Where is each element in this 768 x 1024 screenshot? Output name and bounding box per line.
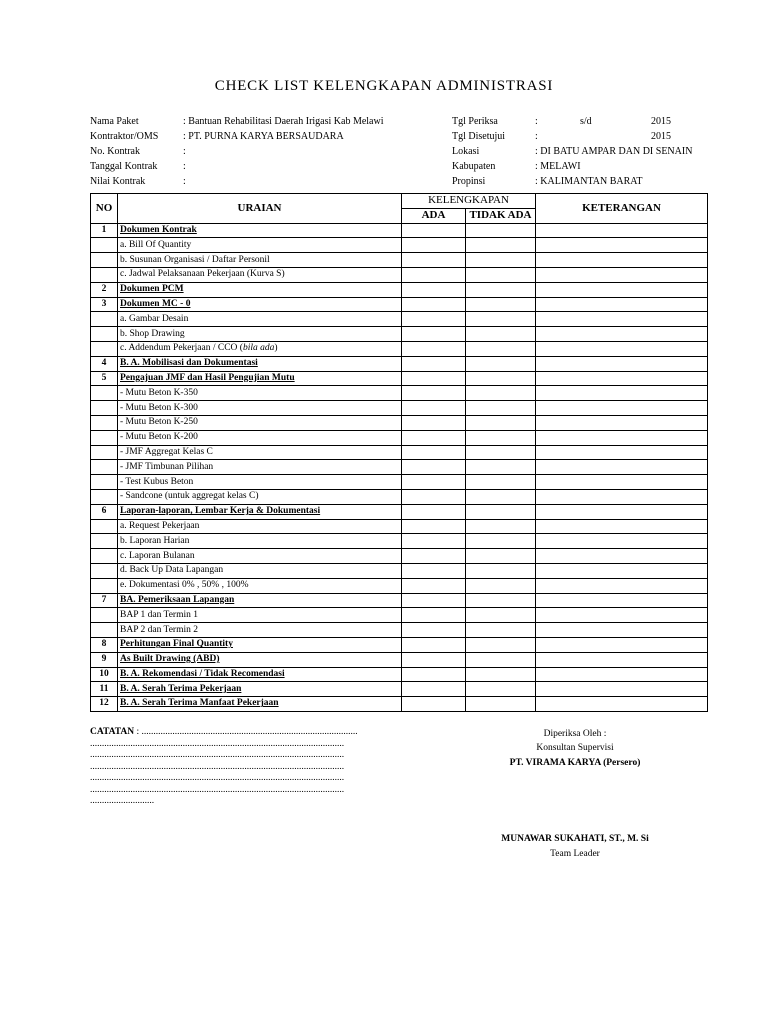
signature-role: Team Leader [550,849,600,859]
row-number [91,460,118,475]
row-ada-cell[interactable] [402,386,466,401]
table-row [91,356,708,371]
row-tidak-ada-cell[interactable] [466,253,536,268]
row-tidak-ada-cell[interactable] [466,297,536,312]
row-keterangan-cell[interactable] [536,667,708,682]
row-ada-cell[interactable] [402,327,466,342]
row-tidak-ada-cell[interactable] [466,445,536,460]
header-kelengkapan: KELENGKAPAN [402,194,536,209]
row-ada-cell[interactable] [402,356,466,371]
row-number: 10 [91,667,118,682]
right-info-block [452,114,712,194]
row-tidak-ada-cell[interactable] [466,415,536,430]
row-tidak-ada-cell[interactable] [466,371,536,386]
header-uraian: URAIAN [118,194,402,224]
checklist-table [90,193,708,712]
row-ada-cell[interactable] [402,401,466,416]
left_info-label: Kontraktor/OMS [90,131,159,142]
left_info-value: : PT. PURNA KARYA BERSAUDARA [183,131,344,142]
row-ada-cell[interactable] [402,534,466,549]
row-ada-cell[interactable] [402,593,466,608]
row-uraian: - Mutu Beton K-300 [118,401,402,416]
table-row [91,386,708,401]
signature-name: MUNAWAR SUKAHATI, ST., M. Si [501,834,649,844]
row-uraian: - Mutu Beton K-200 [118,430,402,445]
row-tidak-ada-cell[interactable] [466,489,536,504]
row-uraian: - JMF Aggregat Kelas C [118,445,402,460]
row-keterangan-cell[interactable] [536,549,708,564]
row-uraian: a. Request Pekerjaan [118,519,402,534]
row-tidak-ada-cell[interactable] [466,578,536,593]
row-uraian: Pengajuan JMF dan Hasil Pengujian Mutu [118,371,402,386]
row-number [91,578,118,593]
row-ada-cell[interactable] [402,430,466,445]
row-keterangan-cell[interactable] [536,697,708,712]
table-row [91,578,708,593]
right_info-year: 2015 [651,131,671,142]
row-uraian: BAP 2 dan Termin 2 [118,623,402,638]
signature-examined-by: Diperiksa Oleh : [543,729,607,739]
row-keterangan-cell[interactable] [536,282,708,297]
row-keterangan-cell[interactable] [536,623,708,638]
table-row [91,460,708,475]
row-tidak-ada-cell[interactable] [466,697,536,712]
row-ada-cell[interactable] [402,415,466,430]
row-ada-cell[interactable] [402,637,466,652]
row-keterangan-cell[interactable] [536,267,708,282]
right_info-year: 2015 [651,116,671,127]
row-number [91,327,118,342]
table-row [91,401,708,416]
signature-consultant: Konsultan Supervisi [536,743,614,753]
right_info-value: : DI BATU AMPAR DAN DI SENAIN [535,146,693,157]
row-uraian: Perhitungan Final Quantity [118,637,402,652]
row-ada-cell[interactable] [402,504,466,519]
row-number: 11 [91,682,118,697]
row-number [91,563,118,578]
row-tidak-ada-cell[interactable] [466,267,536,282]
left_info-label: Nilai Kontrak [90,176,146,187]
row-keterangan-cell[interactable] [536,475,708,490]
table-row [91,341,708,356]
right_info-label: Tgl Periksa [452,116,498,127]
row-number: 2 [91,282,118,297]
table-row [91,504,708,519]
row-uraian: Dokumen MC - 0 [118,297,402,312]
row-number [91,312,118,327]
catatan-line: ........................................................................................................... [90,738,345,749]
header-no: NO [91,194,118,224]
table-row [91,563,708,578]
right_info-label: Kabupaten [452,161,496,172]
table-row [91,415,708,430]
row-ada-cell[interactable] [402,489,466,504]
right_info-date-separator: s/d [580,116,592,127]
row-uraian: - Sandcone (untuk aggregat kelas C) [118,489,402,504]
row-ada-cell[interactable] [402,445,466,460]
row-tidak-ada-cell[interactable] [466,460,536,475]
right_info-label: Propinsi [452,176,486,187]
left_info-label: Tanggal Kontrak [90,161,158,172]
row-keterangan-cell[interactable] [536,371,708,386]
header-keterangan: KETERANGAN [536,194,708,224]
row-tidak-ada-cell[interactable] [466,593,536,608]
row-ada-cell[interactable] [402,697,466,712]
row-ada-cell[interactable] [402,608,466,623]
row-uraian: - Test Kubus Beton [118,475,402,490]
row-ada-cell[interactable] [402,519,466,534]
row-tidak-ada-cell[interactable] [466,667,536,682]
row-tidak-ada-cell[interactable] [466,223,536,238]
row-number [91,267,118,282]
row-tidak-ada-cell[interactable] [466,652,536,667]
row-keterangan-cell[interactable] [536,460,708,475]
row-number [91,489,118,504]
row-tidak-ada-cell[interactable] [466,312,536,327]
row-keterangan-cell[interactable] [536,563,708,578]
catatan-section [90,727,400,808]
row-keterangan-cell[interactable] [536,415,708,430]
row-ada-cell[interactable] [402,578,466,593]
row-tidak-ada-cell[interactable] [466,356,536,371]
row-number: 9 [91,652,118,667]
row-number: 5 [91,371,118,386]
row-number [91,253,118,268]
row-tidak-ada-cell[interactable] [466,549,536,564]
row-ada-cell[interactable] [402,563,466,578]
row-ada-cell[interactable] [402,238,466,253]
row-uraian: c. Laporan Bulanan [118,549,402,564]
row-keterangan-cell[interactable] [536,504,708,519]
table-row [91,549,708,564]
row-keterangan-cell[interactable] [536,682,708,697]
row-keterangan-cell[interactable] [536,578,708,593]
row-keterangan-cell[interactable] [536,489,708,504]
row-tidak-ada-cell[interactable] [466,608,536,623]
header-tidak-ada: TIDAK ADA [466,208,536,223]
table-row [91,223,708,238]
row-number: 3 [91,297,118,312]
table-row [91,519,708,534]
row-ada-cell[interactable] [402,623,466,638]
row-number [91,386,118,401]
catatan-label: CATATAN [90,727,135,737]
row-tidak-ada-cell[interactable] [466,238,536,253]
catatan-first-line: : ........................................................................................... [136,727,358,737]
row-keterangan-cell[interactable] [536,356,708,371]
row-uraian: BA. Pemeriksaan Lapangan [118,593,402,608]
row-uraian: B. A. Serah Terima Pekerjaan [118,682,402,697]
table-row [91,593,708,608]
table-row [91,312,708,327]
left-info-block [90,114,430,194]
table-row [91,238,708,253]
row-uraian: As Built Drawing (ABD) [118,652,402,667]
row-tidak-ada-cell[interactable] [466,519,536,534]
row-tidak-ada-cell[interactable] [466,563,536,578]
row-tidak-ada-cell[interactable] [466,430,536,445]
row-uraian: - Mutu Beton K-350 [118,386,402,401]
table-row [91,371,708,386]
row-number [91,519,118,534]
table-row [91,253,708,268]
row-ada-cell[interactable] [402,267,466,282]
row-tidak-ada-cell[interactable] [466,637,536,652]
row-uraian: c. Addendum Pekerjaan / CCO (bila ada) [118,341,402,356]
row-keterangan-cell[interactable] [536,608,708,623]
row-number [91,445,118,460]
row-number: 8 [91,637,118,652]
row-ada-cell[interactable] [402,282,466,297]
row-tidak-ada-cell[interactable] [466,401,536,416]
catatan-line: ........................................................................................................... [90,773,345,783]
row-uraian: B. A. Rekomendasi / Tidak Recomendasi [118,667,402,682]
right_info-value: : KALIMANTAN BARAT [535,176,643,187]
row-number [91,238,118,253]
left_info-value: : Bantuan Rehabilitasi Daerah Irigasi Kab Melawi [183,116,384,127]
row-keterangan-cell[interactable] [536,297,708,312]
row-ada-cell[interactable] [402,253,466,268]
row-keterangan-cell[interactable] [536,341,708,356]
row-uraian: c. Jadwal Pelaksanaan Pekerjaan (Kurva S) [118,267,402,282]
row-keterangan-cell[interactable] [536,652,708,667]
table-row [91,608,708,623]
right_info-value: : MELAWI [535,161,581,172]
row-uraian: B. A. Serah Terima Manfaat Pekerjaan [118,697,402,712]
row-uraian: d. Back Up Data Lapangan [118,563,402,578]
row-uraian: Dokumen PCM [118,282,402,297]
row-number [91,549,118,564]
row-number: 7 [91,593,118,608]
row-keterangan-cell[interactable] [536,386,708,401]
row-tidak-ada-cell[interactable] [466,623,536,638]
row-uraian: a. Bill Of Quantity [118,238,402,253]
table-row [91,623,708,638]
row-number [91,608,118,623]
table-row [91,534,708,549]
row-keterangan-cell[interactable] [536,430,708,445]
row-number [91,475,118,490]
row-number: 12 [91,697,118,712]
row-uraian: - JMF Timbunan Pilihan [118,460,402,475]
left_info-label: No. Kontrak [90,146,140,157]
catatan-line: ........................................................................................................... [90,750,345,760]
row-ada-cell[interactable] [402,223,466,238]
row-uraian: b. Susunan Organisasi / Daftar Personil [118,253,402,268]
table-row [91,297,708,312]
table-row [91,267,708,282]
row-number [91,415,118,430]
table-row [91,637,708,652]
right_info-value: : [535,116,538,127]
row-uraian: b. Shop Drawing [118,327,402,342]
row-ada-cell[interactable] [402,371,466,386]
row-ada-cell[interactable] [402,667,466,682]
table-row [91,445,708,460]
table-row [91,475,708,490]
row-keterangan-cell[interactable] [536,519,708,534]
row-keterangan-cell[interactable] [536,637,708,652]
row-number: 4 [91,356,118,371]
row-keterangan-cell[interactable] [536,312,708,327]
catatan-line: ........................................................................................................... [90,784,345,795]
row-keterangan-cell[interactable] [536,238,708,253]
row-keterangan-cell[interactable] [536,593,708,608]
row-tidak-ada-cell[interactable] [466,534,536,549]
row-uraian: B. A. Mobilisasi dan Dokumentasi [118,356,402,371]
left_info-value: : [183,146,186,157]
row-keterangan-cell[interactable] [536,253,708,268]
table-row [91,327,708,342]
table-row [91,282,708,297]
row-keterangan-cell[interactable] [536,223,708,238]
table-row [91,430,708,445]
row-ada-cell[interactable] [402,549,466,564]
left_info-value: : [183,161,186,172]
left_info-label: Nama Paket [90,116,139,127]
row-number [91,401,118,416]
row-ada-cell[interactable] [402,652,466,667]
row-keterangan-cell[interactable] [536,445,708,460]
row-ada-cell[interactable] [402,341,466,356]
left_info-value: : [183,176,186,187]
row-ada-cell[interactable] [402,297,466,312]
row-uraian: Dokumen Kontrak [118,223,402,238]
row-tidak-ada-cell[interactable] [466,327,536,342]
signature-company: PT. VIRAMA KARYA (Persero) [509,758,641,768]
row-number [91,430,118,445]
row-uraian: - Mutu Beton K-250 [118,415,402,430]
right_info-label: Tgl Disetujui [452,131,506,142]
row-number [91,341,118,356]
row-tidak-ada-cell[interactable] [466,504,536,519]
row-number: 6 [91,504,118,519]
row-keterangan-cell[interactable] [536,401,708,416]
table-row [91,697,708,712]
row-uraian: b. Laporan Harian [118,534,402,549]
row-tidak-ada-cell[interactable] [466,386,536,401]
row-ada-cell[interactable] [402,312,466,327]
row-tidak-ada-cell[interactable] [466,475,536,490]
row-tidak-ada-cell[interactable] [466,682,536,697]
row-uraian: a. Gambar Desain [118,312,402,327]
row-keterangan-cell[interactable] [536,534,708,549]
right_info-label: Lokasi [452,146,480,157]
row-ada-cell[interactable] [402,475,466,490]
row-ada-cell[interactable] [402,682,466,697]
page-title: CHECK LIST KELENGKAPAN ADMINISTRASI [214,78,554,94]
table-row [91,682,708,697]
right_info-value: : [535,131,538,142]
table-row [91,667,708,682]
row-number [91,534,118,549]
row-number [91,623,118,638]
row-tidak-ada-cell[interactable] [466,341,536,356]
table-row [91,652,708,667]
table-row [91,489,708,504]
row-number: 1 [91,223,118,238]
row-tidak-ada-cell[interactable] [466,282,536,297]
row-uraian: BAP 1 dan Termin 1 [118,608,402,623]
row-keterangan-cell[interactable] [536,327,708,342]
catatan-line: ........................................................................................................... [90,761,345,772]
row-uraian: e. Dokumentasi 0% , 50% , 100% [118,578,402,593]
header-ada: ADA [402,208,466,223]
row-ada-cell[interactable] [402,460,466,475]
catatan-line: ........................... [90,796,155,806]
row-uraian: Laporan-laporan, Lembar Kerja & Dokumentasi [118,504,402,519]
